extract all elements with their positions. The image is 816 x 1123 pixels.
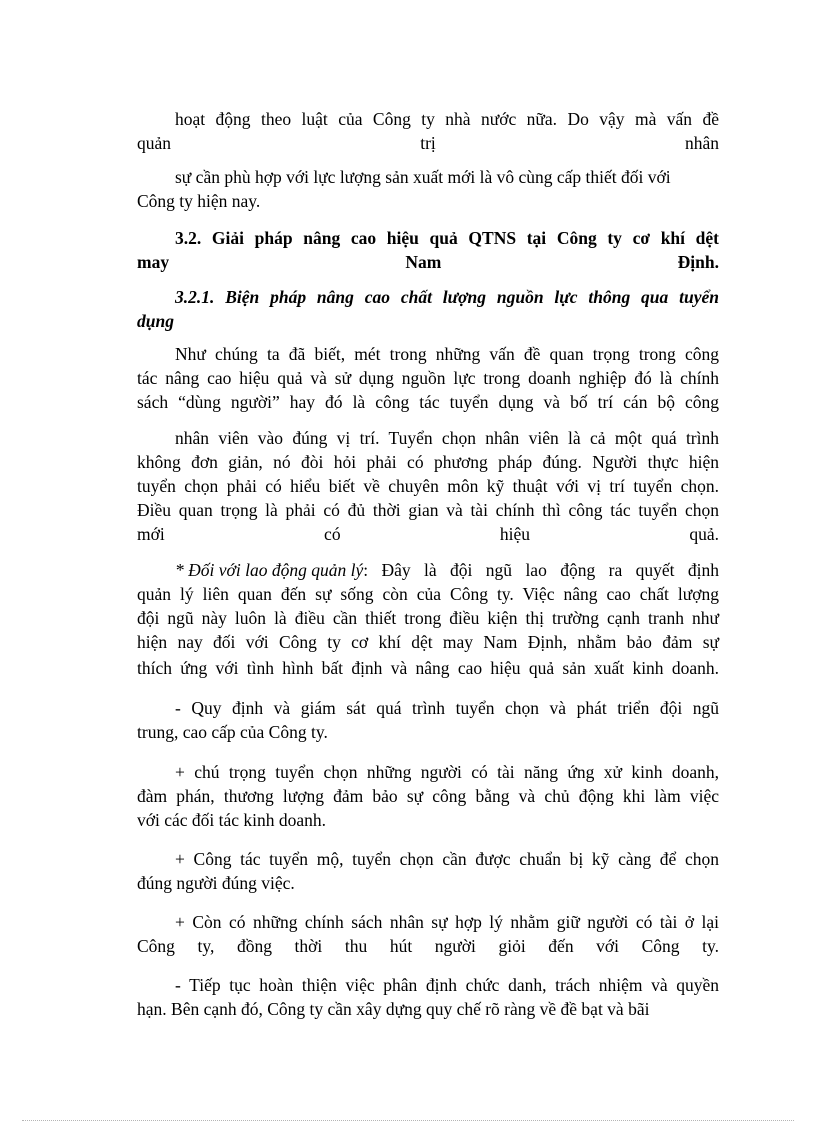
subsection-heading: dụng bbox=[137, 311, 174, 331]
body-line: đúng người đúng việc. bbox=[137, 873, 295, 893]
body-line: hiện nay đối với Công ty cơ khí dệt may Nam Định, nhằm bảo đảm sự bbox=[137, 632, 719, 652]
body-line: + Công tác tuyển mộ, tuyển chọn cần được chuẩn bị kỹ càng để chọn bbox=[175, 849, 719, 869]
body-line: + Còn có những chính sách nhân sự hợp lý nhằm giữ người có tài ở lại bbox=[175, 912, 719, 932]
body-line: Điều quan trọng là phải có đủ thời gian và tài chính thì công tác tuyển chọn bbox=[137, 500, 719, 520]
body-line: Công ty, đồng thời thu hút người giỏi đến với Công ty. bbox=[137, 936, 719, 956]
italic-label: * Đối với lao động quản lý bbox=[175, 560, 364, 580]
body-line: với các đối tác kinh doanh. bbox=[137, 810, 327, 830]
body-line: tác nâng cao hiệu quả và sử dụng nguồn lực trong doanh nghiệp đó là chính bbox=[137, 368, 719, 388]
body-line bbox=[175, 559, 719, 581]
body-line: sách “dùng người” hay đó là công tác tuyển dụng và bố trí cán bộ công bbox=[137, 392, 719, 412]
body-line: thích ứng với tình hình bất định và nâng cao hiệu quả sản xuất kinh doanh. bbox=[137, 658, 719, 678]
body-line: tuyển chọn phải có hiểu biết về chuyên môn kỹ thuật với vị trí tuyển chọn. bbox=[137, 476, 719, 496]
body-line: - Quy định và giám sát quá trình tuyển chọn và phát triển đội ngũ bbox=[175, 698, 719, 718]
body-line: nhân viên vào đúng vị trí. Tuyển chọn nhân viên là cả một quá trình bbox=[175, 428, 719, 448]
body-line: mới có hiệu quả. bbox=[137, 524, 719, 544]
body-line: + chú trọng tuyển chọn những người có tài năng ứng xử kinh doanh, bbox=[175, 762, 719, 782]
body-line: đội ngũ này luôn là điều cần thiết trong điều kiện thị trường cạnh tranh như bbox=[137, 608, 719, 628]
body-line: không đơn giản, nó đòi hỏi phải có phương pháp đúng. Người thực hiện bbox=[137, 452, 719, 472]
section-heading: may Nam Định. bbox=[137, 252, 719, 272]
body-line: đàm phán, thương lượng đảm bảo sự công bằng và chủ động khi làm việc bbox=[137, 786, 719, 806]
body-line: quản lý liên quan đến sự sống còn của Công ty. Việc nâng cao chất lượng bbox=[137, 584, 719, 604]
subsection-heading: 3.2.1. Biện pháp nâng cao chất lượng nguồn lực thông qua tuyển bbox=[175, 287, 719, 307]
body-line: quản trị nhân bbox=[137, 133, 719, 153]
body-line: hạn. Bên cạnh đó, Công ty cần xây dựng quy chế rõ ràng về đề bạt và bãi bbox=[137, 999, 650, 1019]
body-line: - Tiếp tục hoàn thiện việc phân định chức danh, trách nhiệm và quyền bbox=[175, 975, 719, 995]
section-heading: 3.2. Giải pháp nâng cao hiệu quả QTNS tại Công ty cơ khí dệt bbox=[175, 228, 719, 248]
body-line: Công ty hiện nay. bbox=[137, 191, 261, 211]
body-line: trung, cao cấp của Công ty. bbox=[137, 722, 328, 742]
body-line: sự cần phù hợp với lực lượng sản xuất mới là vô cùng cấp thiết đối với bbox=[175, 167, 671, 187]
footer-divider bbox=[22, 1120, 794, 1121]
body-text: : Đây là đội ngũ lao động ra quyết định bbox=[363, 560, 719, 580]
body-line: Như chúng ta đã biết, mét trong những vấn đề quan trọng trong công bbox=[175, 344, 719, 364]
body-line: hoạt động theo luật của Công ty nhà nước nữa. Do vậy mà vấn đề bbox=[175, 109, 719, 129]
